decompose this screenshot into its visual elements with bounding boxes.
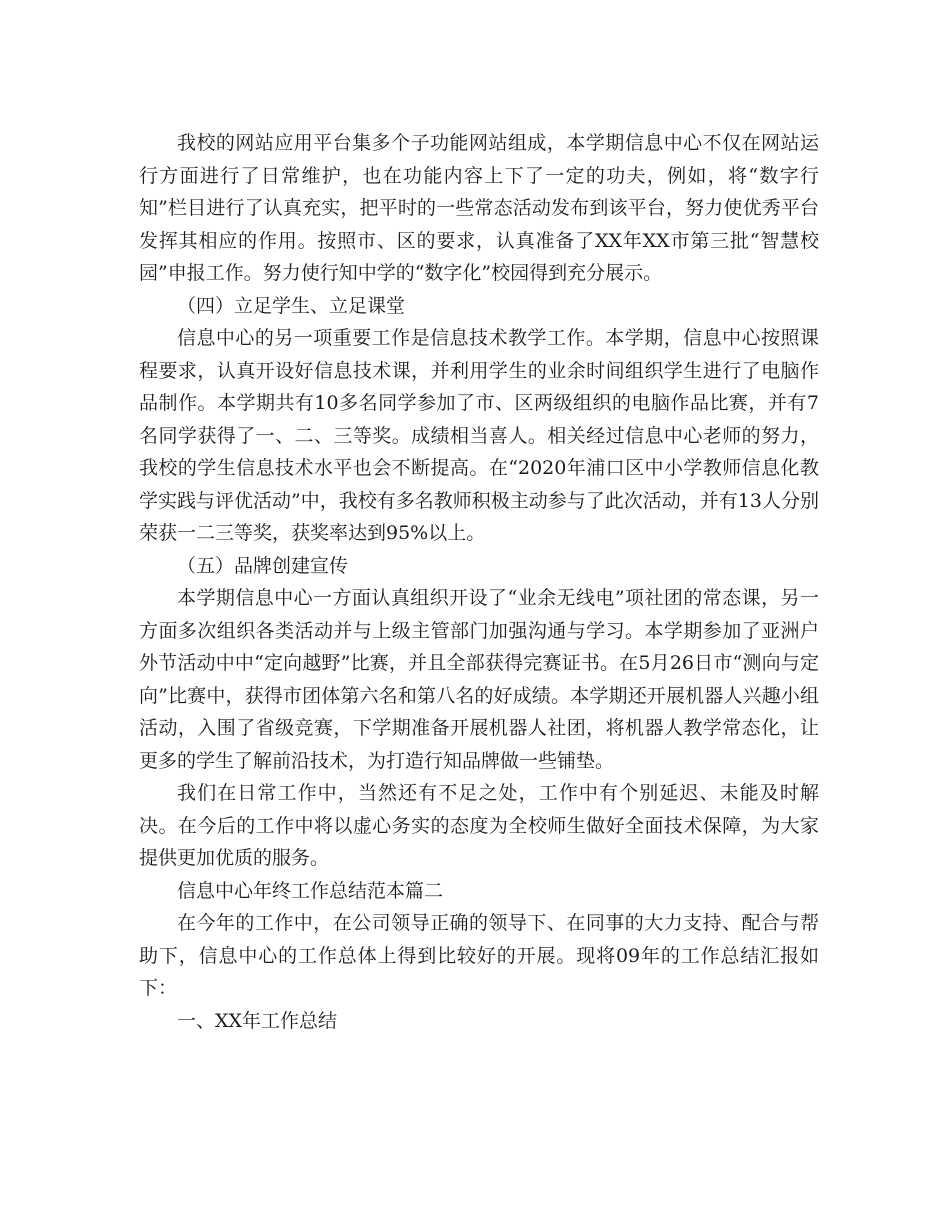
- document-subtitle-part-two: 信息中心年终工作总结范本篇二: [177, 879, 444, 902]
- paragraph-website-platform: 我校的网站应用平台集多个子功能网站组成，本学期信息中心不仅在网站运行方面进行了日常维护，也在功能内容上下了一定的功夫，例如，将“数字行知”栏目进行了认真充实，把平时的一些常态活动发布到该平台，努力使优秀平台发挥其相应的作用。按照市、区的要求，认真准备了XX年XX市第三批“智慧校园”申报工作。努力使行知中学的“数字化”校园得到充分展示。: [139, 132, 819, 284]
- section-heading-brand-building: （五）品牌创建宣传: [177, 554, 349, 577]
- paragraph-brand-activities: 本学期信息中心一方面认真组织开设了“业余无线电”项社团的常态课，另一方面多次组织各类活动并与上级主管部门加强沟通与学习。本学期参加了亚洲户外节活动中中“定向越野”比赛，并且全部获得完赛证书。在5月26日市“测向与定向”比赛中，获得市团体第六名和第八名的好成绩。本学期还开展机器人兴趣小组活动，入围了省级竞赛，下学期准备开展机器人社团，将机器人教学常态化，让更多的学生了解前沿技术，为打造行知品牌做一些铺垫。: [139, 587, 819, 772]
- section-heading-annual-summary: 一、XX年工作总结: [177, 1009, 338, 1032]
- paragraph-it-teaching: 信息中心的另一项重要工作是信息技术教学工作。本学期，信息中心按照课程要求，认真开设好信息技术课，并利用学生的业余时间组织学生进行了电脑作品制作。本学期共有10多名同学参加了市、区两级组织的电脑作品比赛，并有7名同学获得了一、二、三等奖。成绩相当喜人。相关经过信息中心老师的努力，我校的学生信息技术水平也会不断提高。在“2020年浦口区中小学教师信息化教学实践与评优活动”中，我校有多名教师积极主动参与了此次活动，并有13人分别荣获一二三等奖，获奖率达到95%以上。: [139, 327, 819, 544]
- section-heading-students-classroom: （四）立足学生、立足课堂: [177, 294, 406, 317]
- paragraph-shortcomings: 我们在日常工作中，当然还有不足之处，工作中有个别延迟、未能及时解决。在今后的工作中将以虚心务实的态度为全校师生做好全面技术保障，为大家提供更加优质的服务。: [139, 782, 819, 869]
- paragraph-annual-intro: 在今年的工作中，在公司领导正确的领导下、在同事的大力支持、配合与帮助下，信息中心的工作总体上得到比较好的开展。现将09年的工作总结汇报如下：: [139, 912, 819, 999]
- document-body: [139, 127, 819, 1037]
